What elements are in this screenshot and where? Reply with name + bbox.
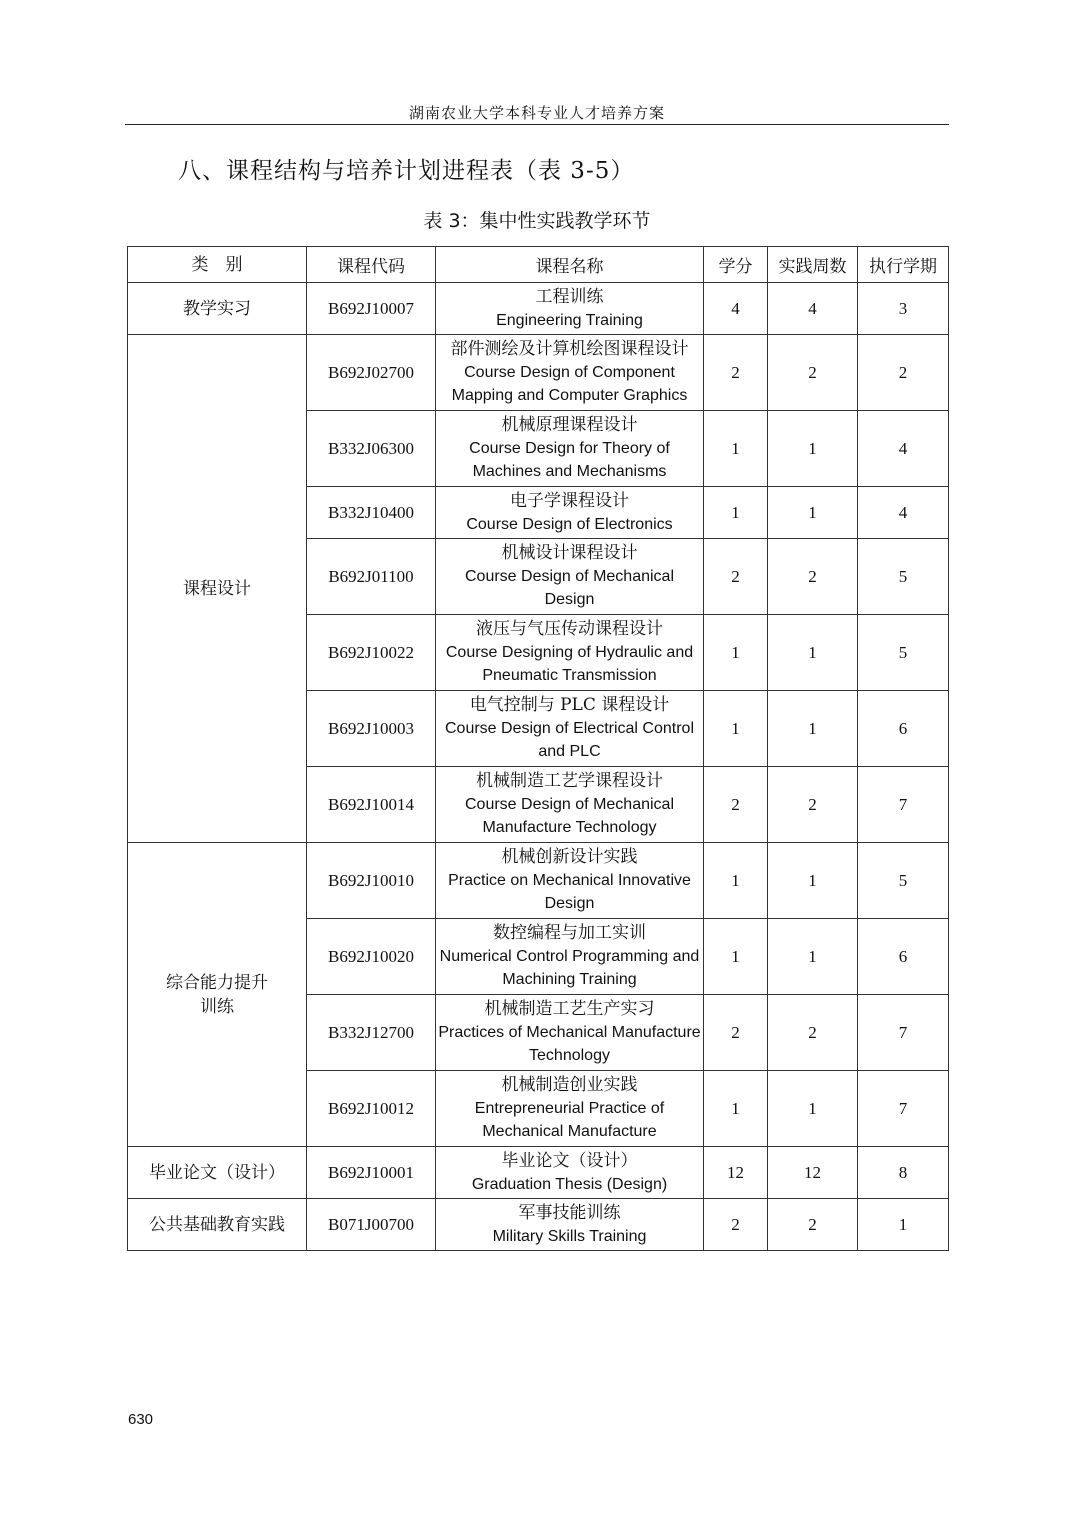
semester: 7 [858, 995, 949, 1071]
course-code: B332J10400 [307, 487, 436, 539]
semester: 4 [858, 487, 949, 539]
semester: 5 [858, 843, 949, 919]
category-cell: 毕业论文（设计） [128, 1147, 307, 1199]
course-name-zh: 电气控制与 PLC 课程设计 [469, 695, 670, 715]
course-name-en: Course Design for Theory of Machines and Mechanisms [469, 440, 670, 480]
course-code: B692J10001 [307, 1147, 436, 1199]
table-row [128, 283, 949, 335]
course-name-cell [436, 335, 704, 411]
credits: 1 [704, 843, 768, 919]
semester: 5 [858, 615, 949, 691]
course-name-zh: 机械创新设计实践 [501, 847, 638, 867]
credits: 1 [704, 919, 768, 995]
course-code: B332J06300 [307, 411, 436, 487]
practice-weeks: 2 [768, 995, 858, 1071]
course-name-en: Course Design of Electrical Control and PLC [445, 720, 694, 760]
column-header-category: 类 别 [128, 247, 307, 283]
course-code: B692J02700 [307, 335, 436, 411]
practice-weeks: 2 [768, 1199, 858, 1251]
practice-weeks: 1 [768, 487, 858, 539]
credits: 1 [704, 691, 768, 767]
practice-weeks: 1 [768, 843, 858, 919]
course-name-cell [436, 767, 704, 843]
semester: 7 [858, 1071, 949, 1147]
semester: 7 [858, 767, 949, 843]
course-name-cell [436, 487, 704, 539]
semester: 5 [858, 539, 949, 615]
course-name-cell [436, 283, 704, 335]
course-name-zh: 毕业论文（设计） [501, 1150, 638, 1171]
column-header-credits: 学分 [704, 247, 768, 283]
table-row [128, 1147, 949, 1199]
course-code: B692J10022 [307, 615, 436, 691]
course-name-cell [436, 691, 704, 767]
category-label: 综合能力提升训练 [166, 972, 268, 1017]
course-name-en: Course Design of Mechanical Manufacture Technology [465, 796, 674, 836]
practice-weeks: 2 [768, 539, 858, 615]
credits: 1 [704, 1071, 768, 1147]
column-header-name: 课程名称 [436, 247, 704, 283]
credits: 1 [704, 487, 768, 539]
semester: 3 [858, 283, 949, 335]
course-name-cell [436, 1071, 704, 1147]
credits: 2 [704, 335, 768, 411]
course-name-zh: 机械原理课程设计 [501, 415, 638, 435]
course-name-zh: 工程训练 [535, 286, 604, 307]
table-row [128, 843, 949, 919]
column-header-semester: 执行学期 [858, 247, 949, 283]
course-name-en: Practice on Mechanical Innovative Design [448, 872, 691, 912]
practice-weeks: 1 [768, 615, 858, 691]
course-code: B692J10020 [307, 919, 436, 995]
practice-weeks: 12 [768, 1147, 858, 1199]
semester: 4 [858, 411, 949, 487]
credits: 4 [704, 283, 768, 335]
course-code: B692J10010 [307, 843, 436, 919]
category-cell: 公共基础教育实践 [128, 1199, 307, 1251]
course-name-cell [436, 615, 704, 691]
course-name-en: Course Design of Electronics [466, 515, 673, 533]
semester: 6 [858, 919, 949, 995]
semester: 8 [858, 1147, 949, 1199]
course-name-en: Course Design of Component Mapping and Computer Graphics [451, 364, 688, 404]
course-name-cell [436, 919, 704, 995]
course-code: B692J10012 [307, 1071, 436, 1147]
course-name-zh: 机械制造工艺生产实习 [484, 999, 655, 1019]
course-name-cell [436, 539, 704, 615]
course-code: B692J01100 [307, 539, 436, 615]
course-name-cell [436, 995, 704, 1071]
column-header-code: 课程代码 [307, 247, 436, 283]
course-name-zh: 电子学课程设计 [510, 490, 629, 511]
practice-weeks: 1 [768, 919, 858, 995]
course-name-en: Entrepreneurial Practice of Mechanical Manufacture [474, 1100, 665, 1140]
course-name-zh: 机械制造创业实践 [501, 1075, 638, 1095]
page-number: 630 [128, 1411, 154, 1428]
category-cell [128, 843, 307, 1147]
category-cell: 教学实习 [128, 283, 307, 335]
credits: 2 [704, 1199, 768, 1251]
course-code: B692J10007 [307, 283, 436, 335]
course-code: B692J10014 [307, 767, 436, 843]
course-name-en: Graduation Thesis (Design) [471, 1175, 668, 1193]
practice-weeks: 2 [768, 767, 858, 843]
course-name-zh: 液压与气压传动课程设计 [476, 619, 663, 639]
practice-weeks: 1 [768, 691, 858, 767]
practice-weeks: 4 [768, 283, 858, 335]
credits: 2 [704, 539, 768, 615]
credits: 1 [704, 411, 768, 487]
credits: 2 [704, 767, 768, 843]
credits: 2 [704, 995, 768, 1071]
course-name-cell [436, 1147, 704, 1199]
course-code: B692J10003 [307, 691, 436, 767]
course-name-zh: 数控编程与加工实训 [493, 923, 646, 943]
course-name-en: Numerical Control Programming and Machining Training [439, 948, 700, 988]
course-name-zh: 军事技能训练 [518, 1202, 621, 1223]
course-name-cell [436, 1199, 704, 1251]
practice-table [127, 246, 949, 1251]
column-header-weeks: 实践周数 [768, 247, 858, 283]
course-name-zh: 机械制造工艺学课程设计 [476, 771, 663, 791]
page-header: 湖南农业大学本科专业人才培养方案 [125, 102, 949, 125]
table-row [128, 1199, 949, 1251]
course-name-cell [436, 843, 704, 919]
practice-weeks: 1 [768, 1071, 858, 1147]
course-name-en: Practices of Mechanical Manufacture Technology [438, 1024, 701, 1064]
semester: 1 [858, 1199, 949, 1251]
course-name-en: Course Design of Mechanical Design [465, 568, 674, 608]
credits: 1 [704, 615, 768, 691]
course-name-en: Course Designing of Hydraulic and Pneumatic Transmission [445, 644, 694, 684]
course-name-cell [436, 411, 704, 487]
category-cell: 课程设计 [128, 335, 307, 843]
course-name-zh: 机械设计课程设计 [501, 543, 638, 563]
table-row [128, 335, 949, 411]
practice-weeks: 2 [768, 335, 858, 411]
table-caption: 表 3：集中性实践教学环节 [423, 210, 651, 232]
course-name-zh: 部件测绘及计算机绘图课程设计 [450, 339, 689, 359]
credits: 12 [704, 1147, 768, 1199]
semester: 6 [858, 691, 949, 767]
course-name-en: Engineering Training [496, 311, 643, 329]
course-name-en: Military Skills Training [492, 1227, 647, 1245]
section-title: 八、课程结构与培养计划进程表（表 3-5） [178, 158, 635, 184]
course-code: B071J00700 [307, 1199, 436, 1251]
practice-weeks: 1 [768, 411, 858, 487]
table-header-row [128, 247, 949, 283]
course-code: B332J12700 [307, 995, 436, 1071]
semester: 2 [858, 335, 949, 411]
